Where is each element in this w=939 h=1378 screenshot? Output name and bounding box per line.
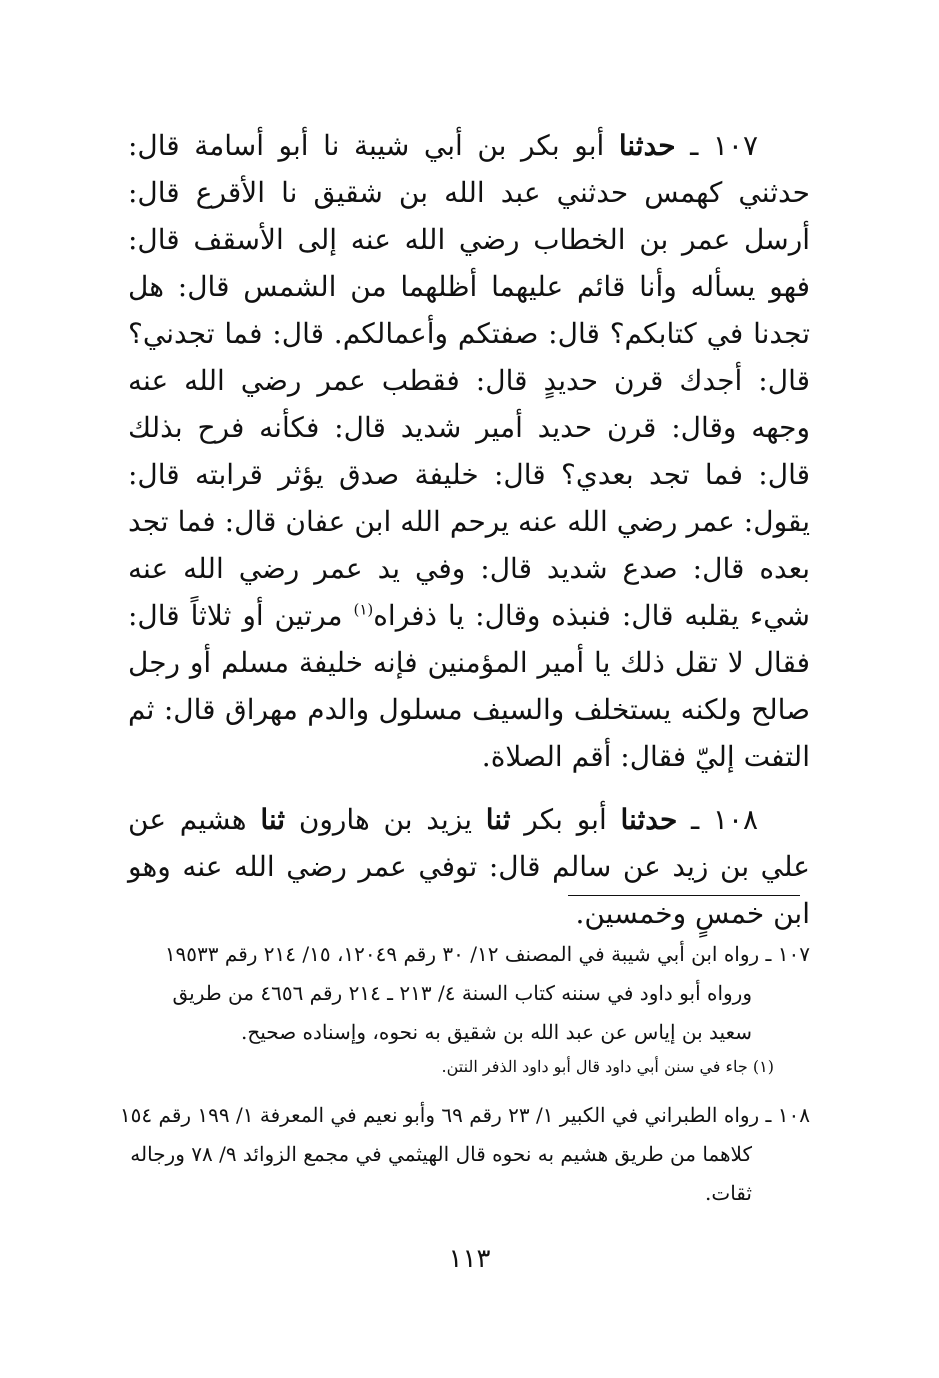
footnote-108 — [119, 1096, 810, 1213]
main-text — [128, 122, 810, 953]
footnote-line: ورواه أبو داود في سننه كتاب السنة ٤/ ٢١٣ ـ ٢١٤ رقم ٤٦٥٦ من طريق — [172, 981, 752, 1005]
footnote-line: ثقات. — [705, 1181, 752, 1205]
sub-footnote: (١) جاء في سنن أبي داود قال أبو داود الذفر النتن. — [441, 1057, 774, 1076]
footnote-divider — [568, 895, 800, 896]
hadith-lead-word: حدثنا — [618, 129, 676, 162]
hadith-lead-word: حدثنا — [620, 803, 678, 836]
footnote-line: كلاهما من طريق هشيم به نحوه قال الهيثمي في مجمع الزوائد ٩/ ٧٨ ورجاله — [130, 1142, 752, 1166]
narration-word: ثنا — [260, 803, 286, 836]
hadith-text: هشيم عن علي بن زيد عن سالم قال: توفي عمر رضي الله عنه وهو ابن خمسٍ وخمسين. — [128, 803, 810, 930]
hadith-text: أبو بكر — [524, 803, 607, 836]
footnote-line: ١٠٧ ـ رواه ابن أبي شيبة في المصنف ١٢/ ٣٠ رقم ١٢٠٤٩، ١٥/ ٢١٤ رقم ١٩٥٣٣ — [164, 942, 810, 966]
narration-word: ثنا — [485, 803, 511, 836]
hadith-107 — [128, 122, 810, 780]
hadith-text-continued: مرتين أو ثلاثاً قال: فقال لا تقل ذلك يا أمير المؤمنين فإنه خليفة مسلم أو رجل صالح ولكنه يستخلف والسيف مسلول والدم مهراق قال: ثم التفت إليّ فقال: أقم الصلاة. — [128, 599, 810, 773]
footnotes — [119, 935, 810, 1225]
hadith-number: ١٠٨ ـ — [690, 803, 759, 836]
footnote-marker: (١) — [353, 600, 374, 619]
page-number: ١١٣ — [448, 1244, 491, 1274]
footnote-line: سعيد بن إياس عن عبد الله بن شقيق به نحوه، وإسناده صحيح. — [240, 1020, 752, 1044]
hadith-number: ١٠٧ ـ — [690, 129, 759, 162]
footnote-line: ١٠٨ ـ رواه الطبراني في الكبير ١/ ٢٣ رقم ٦٩ وأبو نعيم في المعرفة ١/ ١٩٩ رقم ١٥٤ — [119, 1103, 810, 1127]
hadith-text: يزيد بن هارون — [298, 803, 473, 836]
hadith-text: أبو بكر بن أبي شيبة نا أبو أسامة قال: حدثني كهمس حدثني عبد الله بن شقيق نا الأقرع قال: أرسل عمر بن الخطاب رضي الله عنه إلى الأسقف قال: فهو يسأله وأنا قائم عليهما أظلهما من الشمس قال: هل تجدنا في كتابكم؟ قال: صفتكم وأعمالكم. قال: فما تجدني؟ قال: أجدك قرن حديدٍ قال: فقطب عمر رضي الله عنه وجهه وقال: قرن حديد أمير شديد قال: فكأنه فرح بذلك قال: فما تجد بعدي؟ قال: خليفة صدق يؤثر قرابته قال: يقول: عمر رضي الله عنه يرحم الله ابن عفان قال: فما تجد بعده قال: صدع شديد قال: وفي يد عمر رضي الله عنه شيء يقلبه قال: فنبذه وقال: يا ذفراه — [128, 129, 810, 632]
hadith-108 — [128, 796, 810, 937]
footnote-107 — [128, 935, 810, 1082]
